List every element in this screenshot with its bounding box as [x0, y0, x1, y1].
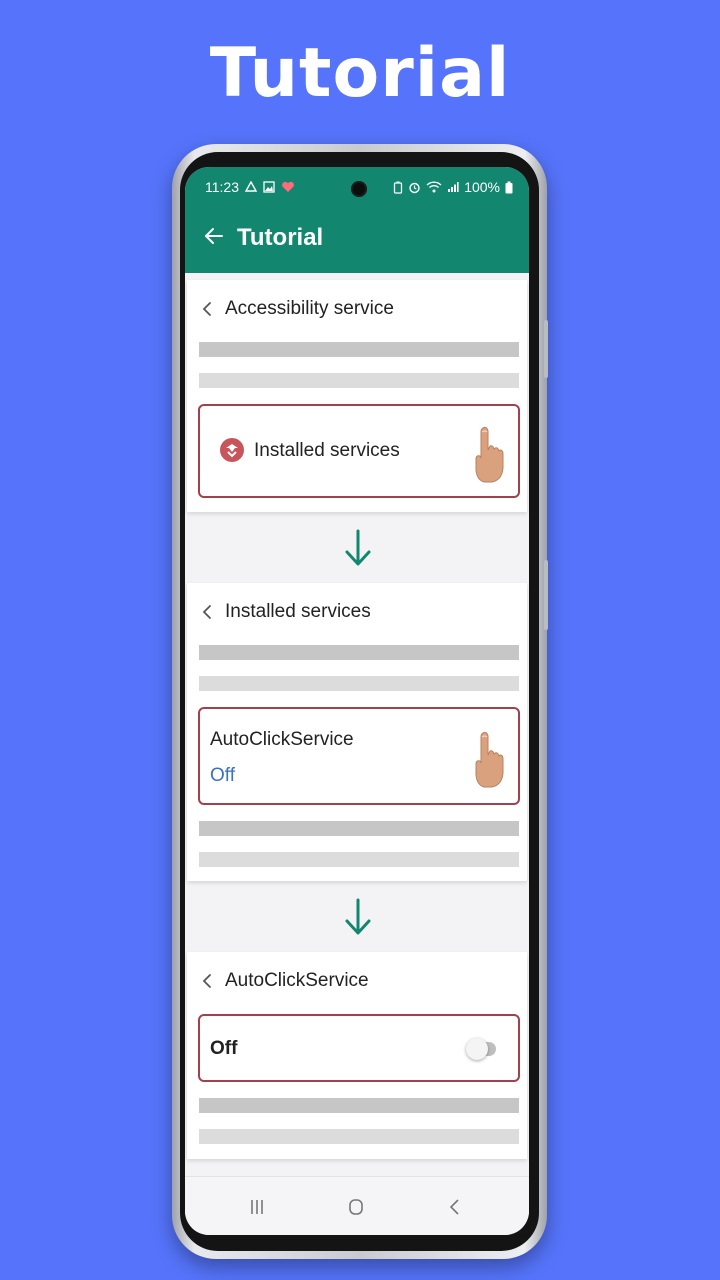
placeholder-bar — [199, 373, 519, 388]
app-bar — [185, 207, 529, 273]
arrow-left-icon[interactable] — [203, 225, 225, 247]
page-title: Tutorial — [209, 34, 511, 113]
installed-services-item[interactable] — [198, 404, 520, 498]
placeholder-bar — [199, 852, 519, 867]
toggle-label: Off — [210, 1038, 238, 1059]
autoclickservice-label: AutoClickService — [210, 729, 354, 750]
back-icon[interactable] — [443, 1195, 467, 1219]
drive-icon — [245, 181, 257, 193]
front-camera — [351, 181, 367, 197]
health-icon — [281, 181, 295, 193]
chevron-left-icon — [201, 973, 213, 989]
placeholder-bar — [199, 821, 519, 836]
step2-card — [187, 583, 527, 881]
status-time: 11:23 — [205, 179, 239, 195]
wifi-icon — [426, 181, 442, 193]
placeholder-bar — [199, 1129, 519, 1144]
step1-card — [187, 280, 527, 512]
volume-button — [544, 320, 548, 378]
hand-pointer-icon — [474, 426, 504, 484]
battery-icon — [505, 181, 513, 194]
gallery-icon — [263, 181, 275, 193]
toggle-switch[interactable] — [470, 1042, 496, 1056]
signal-icon — [447, 181, 459, 193]
autoclickservice-item[interactable] — [198, 707, 520, 805]
step3-card — [187, 952, 527, 1159]
placeholder-bar — [199, 342, 519, 357]
placeholder-bar — [199, 645, 519, 660]
step1-header: Accessibility service — [225, 298, 394, 319]
placeholder-bar — [199, 676, 519, 691]
arrow-down-icon — [344, 529, 372, 567]
arrow-down-icon — [344, 898, 372, 936]
step2-header: Installed services — [225, 601, 371, 622]
home-icon[interactable] — [344, 1195, 368, 1219]
navigation-bar — [185, 1176, 529, 1235]
chevron-left-icon — [201, 301, 213, 317]
alarm-icon — [408, 181, 421, 194]
status-bar — [185, 167, 529, 207]
app-bar-title: Tutorial — [237, 224, 324, 251]
off-toggle-row[interactable] — [198, 1014, 520, 1082]
phone-screen — [185, 167, 529, 1235]
service-status: Off — [210, 765, 235, 786]
recents-icon[interactable] — [245, 1195, 269, 1219]
installed-services-label: Installed services — [254, 440, 400, 461]
power-button — [544, 560, 548, 630]
hand-pointer-icon — [474, 731, 504, 789]
battery-saver-icon — [393, 181, 403, 194]
placeholder-bar — [199, 1098, 519, 1113]
step3-header: AutoClickService — [225, 970, 369, 991]
download-circle-icon — [220, 438, 244, 462]
battery-percent: 100% — [464, 179, 500, 195]
chevron-left-icon — [201, 604, 213, 620]
